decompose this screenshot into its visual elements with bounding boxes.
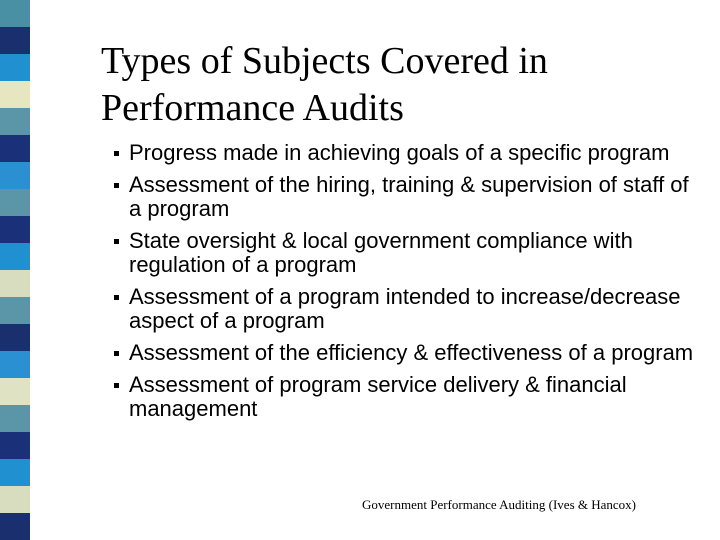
stripe-block [0, 0, 30, 27]
stripe-block [0, 351, 30, 378]
bullet-text: State oversight & local government compliance with regulation of a program [129, 228, 633, 277]
bullet-square-icon [114, 151, 119, 156]
bullet-text: Assessment of program service delivery & financial management [129, 372, 627, 421]
bullet-item [112, 229, 702, 277]
stripe-block [0, 297, 30, 324]
stripe-block [0, 324, 30, 351]
stripe-block [0, 378, 30, 405]
bullet-text: Assessment of a program intended to increase/decrease aspect of a program [129, 284, 681, 333]
bullet-square-icon [114, 239, 119, 244]
bullet-square-icon [114, 183, 119, 188]
stripe-block [0, 243, 30, 270]
title-line-1: Types of Subjects Covered in [101, 40, 548, 82]
bullet-item [112, 141, 702, 165]
stripe-block [0, 432, 30, 459]
stripe-block [0, 405, 30, 432]
bullet-item [112, 173, 702, 221]
bullet-item [112, 373, 702, 421]
slide-title [101, 38, 701, 132]
stripe-block [0, 135, 30, 162]
stripe-block [0, 486, 30, 513]
decorative-stripe [0, 0, 30, 540]
bullet-square-icon [114, 351, 119, 356]
stripe-block [0, 189, 30, 216]
stripe-block [0, 108, 30, 135]
stripe-block [0, 27, 30, 54]
bullet-item [112, 285, 702, 333]
stripe-block [0, 81, 30, 108]
stripe-block [0, 459, 30, 486]
source-citation: Government Performance Auditing (Ives & Hancox) [362, 497, 637, 512]
bullet-square-icon [114, 295, 119, 300]
stripe-block [0, 162, 30, 189]
bullet-item [112, 341, 702, 365]
title-line-2: Performance Audits [101, 87, 404, 129]
stripe-block [0, 513, 30, 540]
stripe-block [0, 216, 30, 243]
stripe-block [0, 270, 30, 297]
bullet-list [112, 141, 702, 429]
bullet-text: Progress made in achieving goals of a specific program [129, 140, 670, 165]
bullet-square-icon [114, 383, 119, 388]
bullet-text: Assessment of the efficiency & effectiveness of a program [129, 340, 694, 365]
bullet-text: Assessment of the hiring, training & supervision of staff of a program [129, 172, 689, 221]
stripe-block [0, 54, 30, 81]
